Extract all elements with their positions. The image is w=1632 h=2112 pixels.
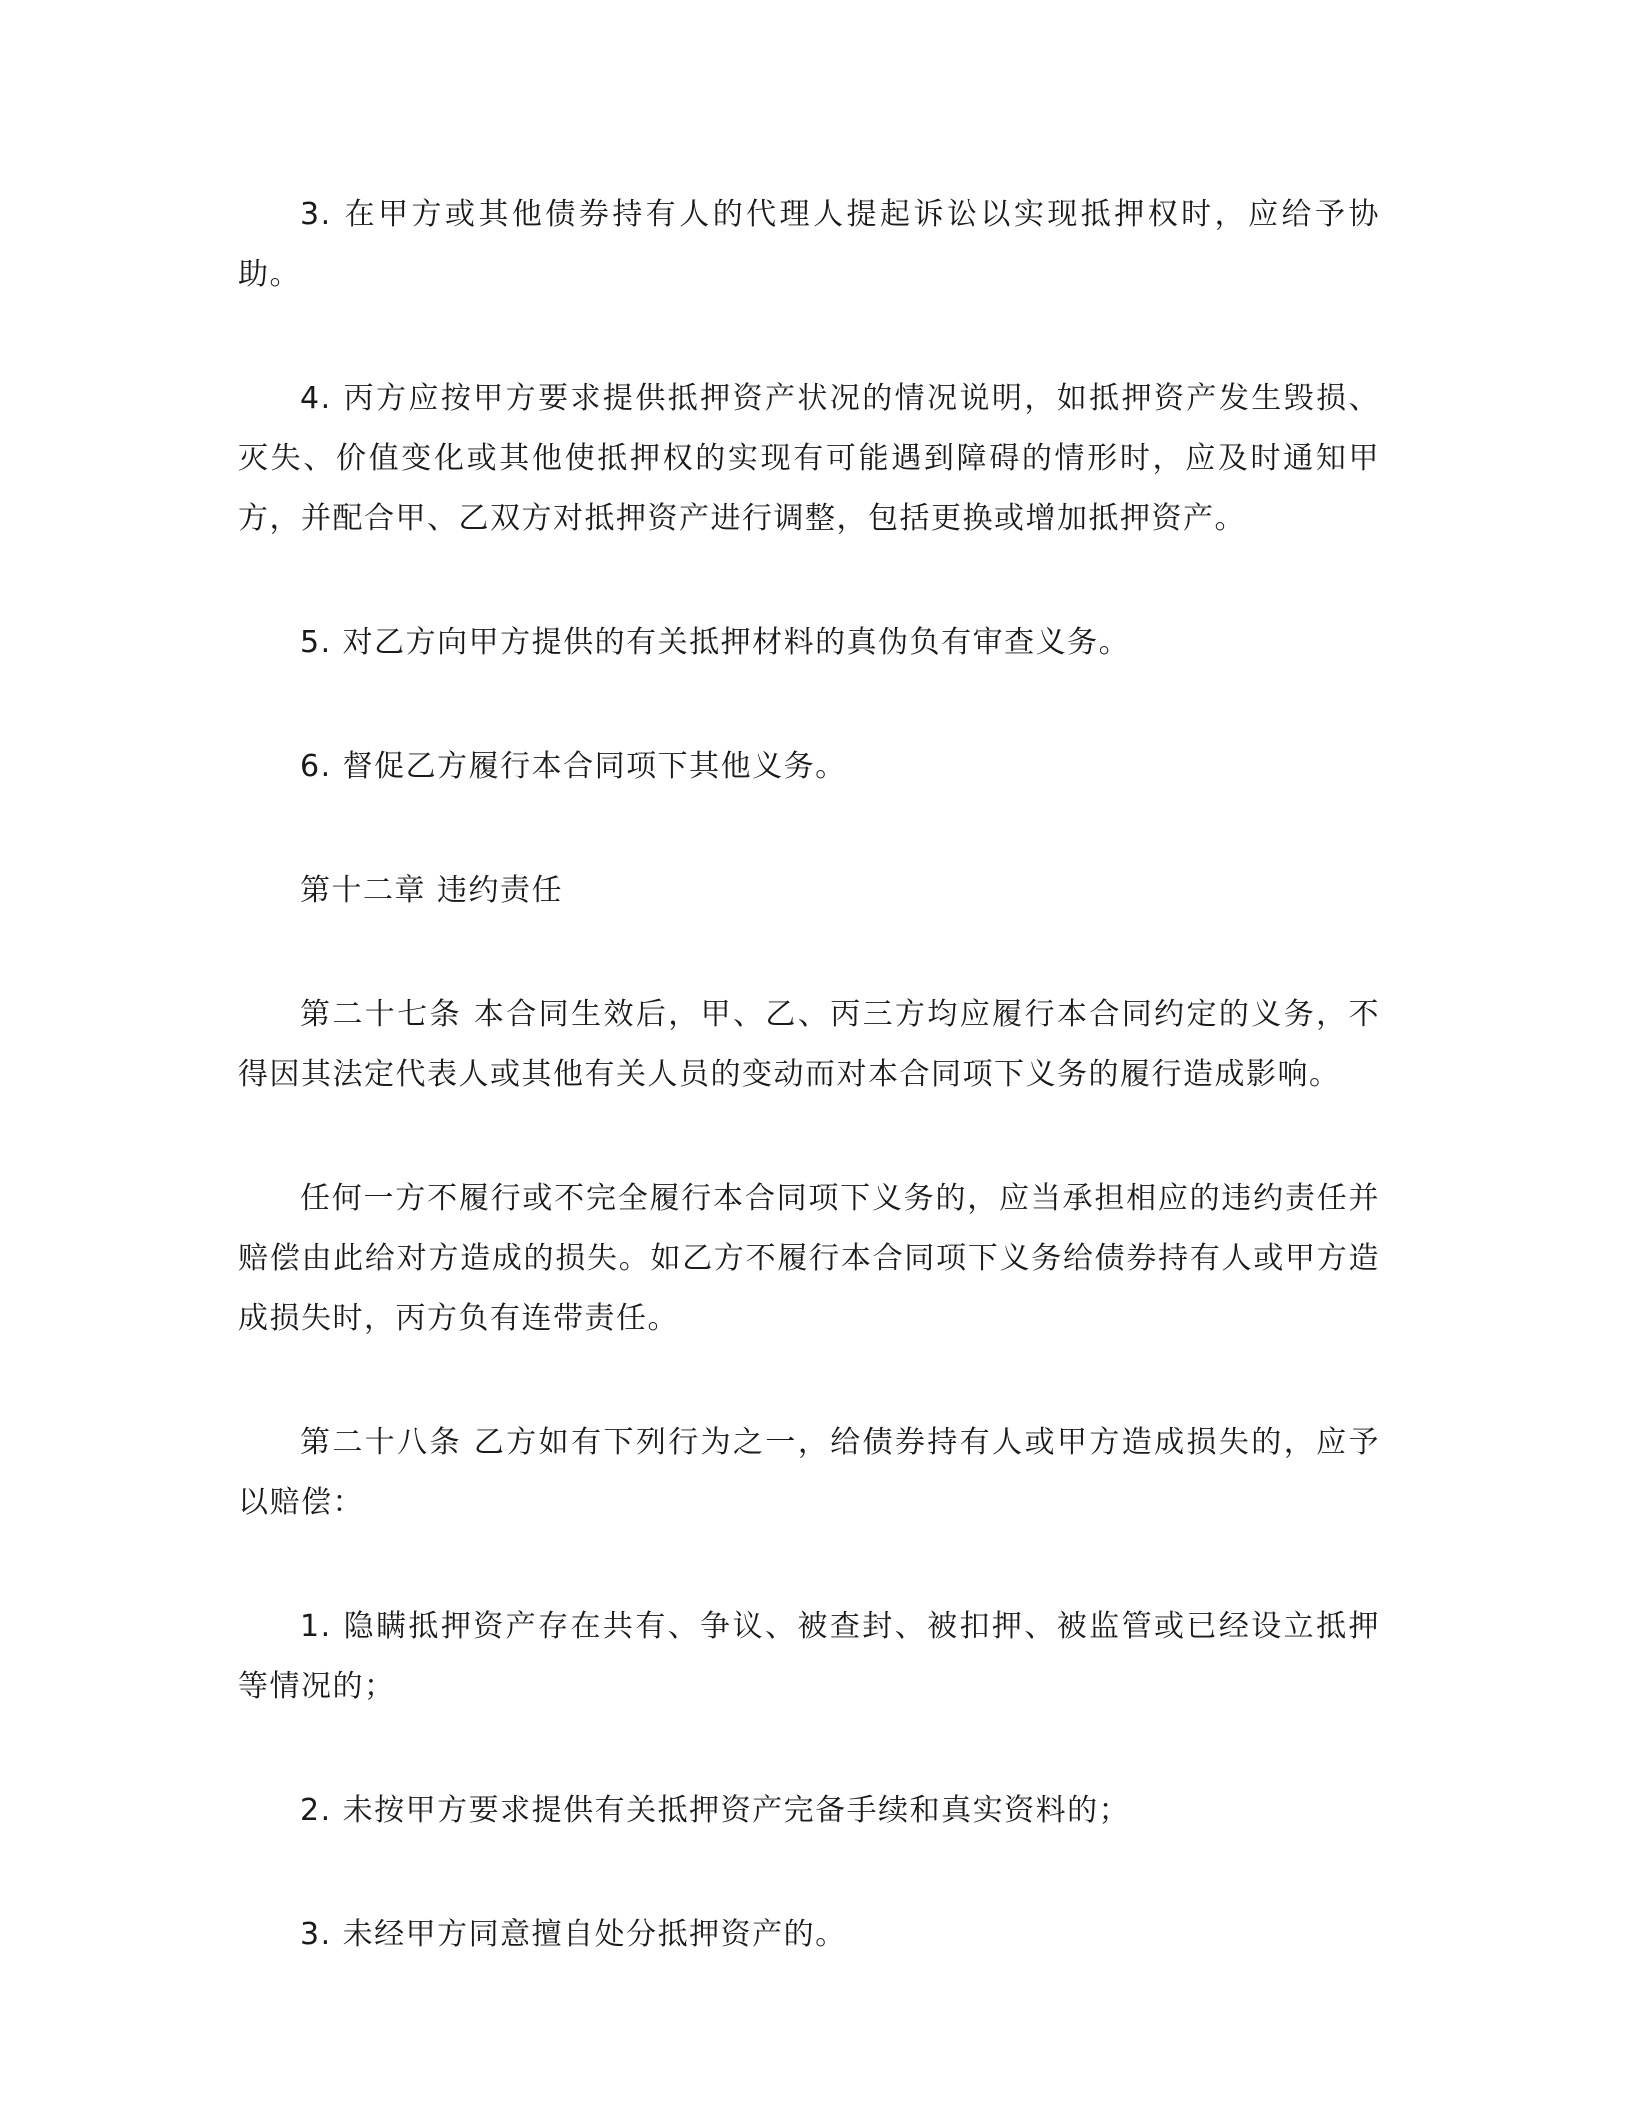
chapter-heading: 第十二章 违约责任 (300, 873, 564, 908)
clause-item-5: 5. 对乙方向甲方提供的有关抵押材料的真伪负有审查义务。 (300, 625, 1131, 660)
clause-item-3: 3. 在甲方或其他债券持有人的代理人提起诉讼以实现抵押权时，应给予协助。 (238, 197, 1380, 292)
article-28-item-2: 2. 未按甲方要求提供有关抵押资产完备手续和真实资料的； (300, 1793, 1131, 1828)
clause-item-6: 6. 督促乙方履行本合同项下其他义务。 (300, 749, 847, 784)
article-27: 第二十七条 本合同生效后，甲、乙、丙三方均应履行本合同约定的义务，不得因其法定代表人或其他有关人员的变动而对本合同项下义务的履行造成影响。 (238, 997, 1380, 1092)
article-28-item-3: 3. 未经甲方同意擅自处分抵押资产的。 (300, 1917, 847, 1952)
article-28: 第二十八条 乙方如有下列行为之一，给债券持有人或甲方造成损失的，应予以赔偿： (238, 1425, 1380, 1520)
article-27-paragraph-2: 任何一方不履行或不完全履行本合同项下义务的，应当承担相应的违约责任并赔偿由此给对方造成的损失。如乙方不履行本合同项下义务给债券持有人或甲方造成损失时，丙方负有连带责任。 (238, 1181, 1380, 1336)
clause-item-4: 4. 丙方应按甲方要求提供抵押资产状况的情况说明，如抵押资产发生毁损、灭失、价值变化或其他使抵押权的实现有可能遇到障碍的情形时，应及时通知甲方，并配合甲、乙双方对抵押资产进行调整，包括更换或增加抵押资产。 (238, 381, 1380, 536)
article-28-item-1: 1. 隐瞒抵押资产存在共有、争议、被查封、被扣押、被监管或已经设立抵押等情况的； (238, 1609, 1380, 1704)
document-body (238, 185, 1380, 2029)
